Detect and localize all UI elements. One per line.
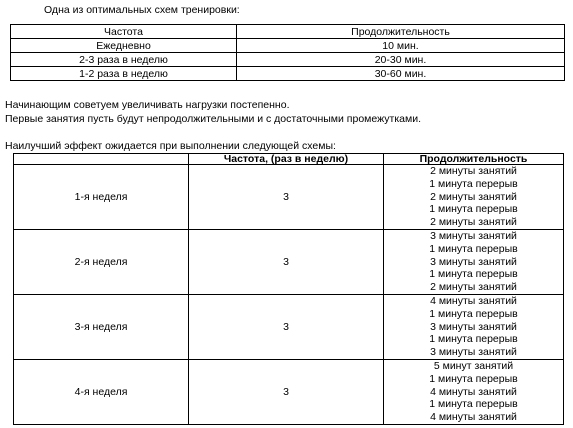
scheme-heading: Наилучший эффект ожидается при выполнении следующей схемы: [5,140,336,152]
cell-duration: 10 мин. [237,39,565,53]
duration-step: 2 минуты занятий [430,216,517,229]
table-row [11,39,565,53]
week-label: 1-я неделя [14,165,189,230]
duration-step: 2 минуты занятий [430,165,517,177]
header-frequency: Частота [11,25,237,39]
duration-step: 4 минуты занятий [430,385,517,398]
cell-duration: 30-60 мин. [237,67,565,81]
cell-frequency: 2-3 раза в неделю [11,53,237,67]
table-row [14,165,564,230]
weekly-scheme-table [13,153,564,425]
duration-step: 1 минута перерыв [429,177,518,190]
duration-step: 1 минута перерыв [429,203,518,216]
duration-step: 1 минута перерыв [429,333,518,346]
duration-step: 5 минут занятий [433,359,514,372]
header-week [14,154,189,165]
advice-line-1: Начинающим советуем увеличивать нагрузки постепенно. [5,99,290,111]
week-frequency: 3 [189,294,384,359]
duration-step: 1 минута перерыв [429,268,518,281]
duration-step: 1 минута перерыв [429,242,518,255]
intro-heading: Одна из оптимальных схем тренировки: [44,4,240,16]
duration-step: 3 минуты занятий [430,255,517,268]
duration-step: 2 минуты занятий [430,281,517,294]
duration-step: 4 минуты занятий [430,294,517,307]
cell-duration: 20-30 мин. [237,53,565,67]
header-duration: Продолжительность [384,154,564,165]
frequency-table-header [11,25,565,39]
duration-step: 3 минуты занятий [430,346,517,359]
week-frequency: 3 [189,359,384,424]
weekly-scheme-header [14,154,564,165]
week-duration [384,165,564,230]
week-frequency: 3 [189,165,384,230]
week-label: 2-я неделя [14,229,189,294]
week-label: 3-я неделя [14,294,189,359]
cell-frequency: 1-2 раза в неделю [11,67,237,81]
table-row [14,359,564,424]
duration-step: 4 минуты занятий [430,411,517,424]
header-duration: Продолжительность [237,25,565,39]
week-duration [384,359,564,424]
week-duration [384,294,564,359]
frequency-table [10,24,565,81]
duration-step: 3 минуты занятий [430,320,517,333]
week-label: 4-я неделя [14,359,189,424]
duration-step: 1 минута перерыв [429,398,518,411]
week-frequency: 3 [189,229,384,294]
table-row [11,53,565,67]
duration-step: 1 минута перерыв [429,307,518,320]
table-row [14,294,564,359]
duration-step: 2 минуты занятий [430,190,517,203]
week-duration [384,229,564,294]
cell-frequency: Ежедневно [11,39,237,53]
table-row [14,229,564,294]
duration-step: 3 минуты занятий [430,229,517,242]
header-frequency: Частота, (раз в неделю) [189,154,384,165]
advice-line-2: Первые занятия пусть будут непродолжительными и с достаточными промежутками. [5,113,421,125]
duration-step: 1 минута перерыв [429,372,518,385]
table-row [11,67,565,81]
